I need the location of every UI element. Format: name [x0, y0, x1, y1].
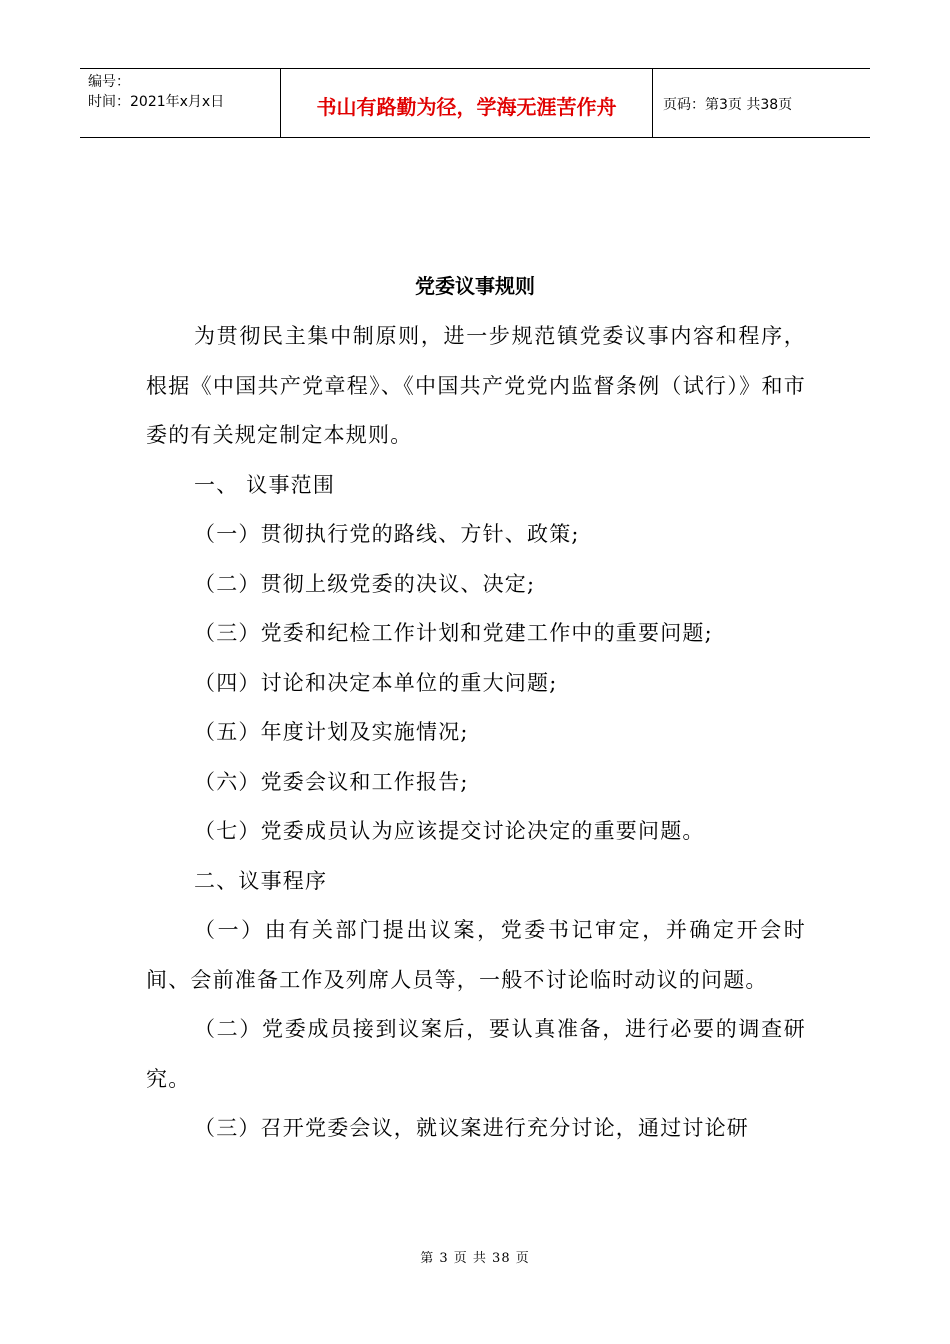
- section1-item: （三）党委和纪检工作计划和党建工作中的重要问题;: [194, 621, 713, 645]
- section1-heading: 一、 议事范围: [194, 472, 336, 497]
- section1-item: （二）贯彻上级党委的决议、决定;: [194, 571, 536, 596]
- date-label: 时间：2021年x月x日: [88, 94, 225, 110]
- page-footer: 第 3 页 共 38 页: [420, 1251, 530, 1266]
- section2-paragraph: （三）召开党委会议，就议案进行充分讨论，通过讨论研: [194, 1116, 749, 1140]
- page-header: [80, 68, 870, 138]
- section1-item: （七）党委成员认为应该提交讨论决定的重要问题。: [194, 819, 705, 843]
- section2-paragraph: （一）由有关部门提出议案，党委书记审定，并确定开会时间、会前准备工作及列席人员等，一般不讨论临时动议的问题。: [146, 918, 806, 992]
- document-body: [146, 312, 806, 1154]
- intro-paragraph: 为贯彻民主集中制原则，进一步规范镇党委议事内容和程序，根据《中国共产党章程》、《中国共产党党内监督条例（试行）》和市委的有关规定制定本规则。: [146, 324, 806, 447]
- number-label: 编号：: [88, 74, 130, 90]
- section1-item: （六）党委会议和工作报告;: [194, 769, 469, 794]
- section1-item: （一）贯彻执行党的路线、方针、政策;: [194, 522, 580, 546]
- section2-heading: 二、议事程序: [194, 868, 328, 893]
- section1-item: （五）年度计划及实施情况;: [194, 720, 469, 744]
- section1-item: （四）讨论和决定本单位的重大问题;: [194, 670, 558, 695]
- header-motto: 书山有路勤为径，学海无涯苦作舟: [281, 69, 653, 137]
- document-title: 党委议事规则: [415, 274, 535, 298]
- section2-paragraph: （二）党委成员接到议案后，要认真准备，进行必要的调查研究。: [146, 1017, 806, 1091]
- header-meta: [80, 69, 281, 137]
- header-page-info: 页码：第3页 共38页: [663, 97, 793, 113]
